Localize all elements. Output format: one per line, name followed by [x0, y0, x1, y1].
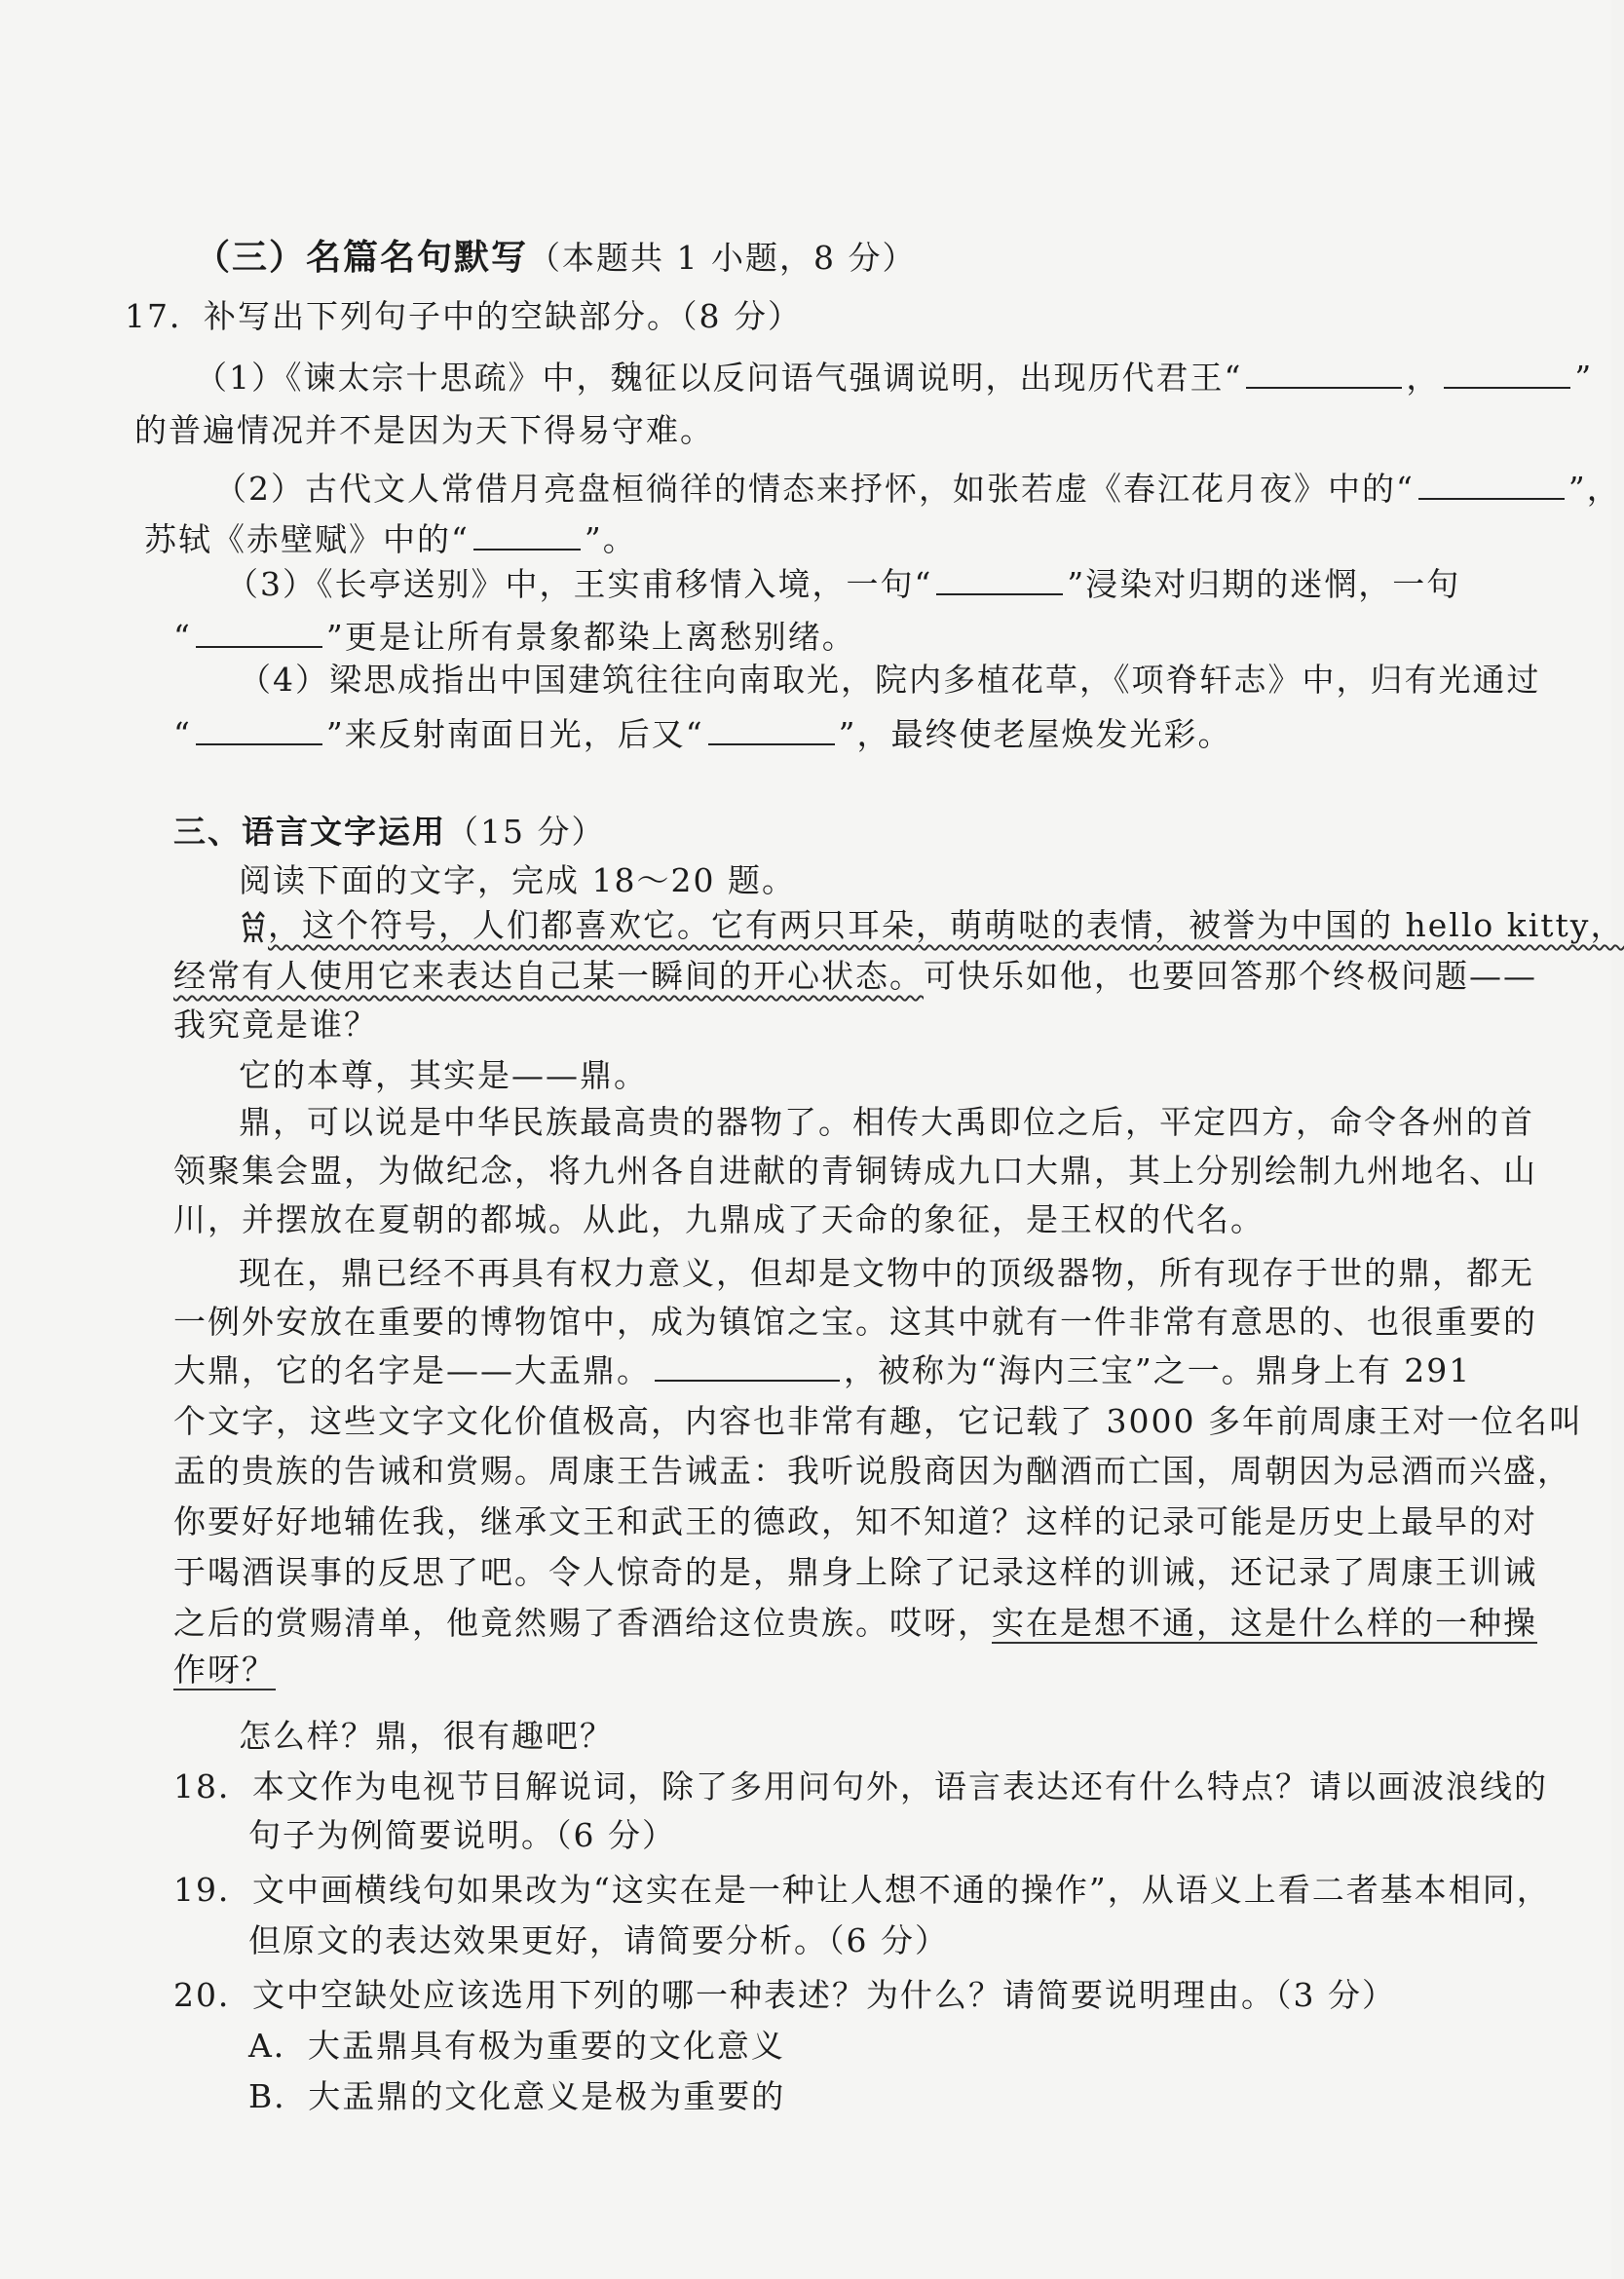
- passage-wavy-sentence-1: ，这个符号，人们都喜欢它。它有两只耳朵，萌萌哒的表情，被誉为中国的 hello kitty，: [268, 906, 1624, 944]
- passage-p1-line2: [173, 955, 1537, 998]
- q18-line1: 18．本文作为电视节目解说词，除了多用问句外，语言表达还有什么特点？请以画波浪线的: [173, 1767, 1548, 1805]
- q17-item4-blank2[interactable]: [708, 714, 835, 745]
- q17-item2-line2: [144, 518, 637, 561]
- passage-p5: 怎么样？鼎，很有趣吧？: [239, 1717, 614, 1755]
- q17-item3-text3: ”更是让所有景象都染上离愁别绪。: [325, 618, 856, 656]
- section3-heading: [173, 811, 605, 854]
- passage-p1-rest: 可快乐如他，也要回答那个终极问题——: [924, 957, 1537, 995]
- passage-p4-line8: [173, 1602, 1537, 1645]
- passage-p3-line2: 领聚集会盟，为做纪念，将九州各自进献的青铜铸成九口大鼎，其上分别绘制九州地名、山: [173, 1152, 1537, 1190]
- q19-line2: 但原文的表达效果更好，请简要分析。（6 分）: [248, 1921, 949, 1959]
- q17-item1-blank1[interactable]: [1246, 358, 1402, 389]
- passage-p2: 它的本尊，其实是——鼎。: [239, 1056, 648, 1094]
- q17-item2-blank2[interactable]: [473, 519, 581, 551]
- q17-item1-line1: [195, 357, 1593, 399]
- passage-p4-line2: 一例外安放在重要的博物馆中，成为镇馆之宝。这其中就有一件非常有意思的、也很重要的: [173, 1303, 1537, 1341]
- section-sub-points: （本题共 1 小题，8 分）: [528, 239, 917, 277]
- passage-p4-text3b: ，被称为“海内三宝”之一。鼎身上有 291: [844, 1351, 1472, 1389]
- q17-item2-close: ”，: [1567, 470, 1621, 508]
- passage-p4-line7: 于喝酒误事的反思了吧。令人惊奇的是，鼎身上除了记录这样的训诫，还记录了周康王训诫: [173, 1553, 1537, 1591]
- passage-p3-line1: 鼎，可以说是中华民族最高贵的器物了。相传大禹即位之后，平定四方，命令各州的首: [239, 1103, 1534, 1141]
- ding-glyph-icon: [239, 911, 268, 944]
- passage-p4-line1: 现在，鼎已经不再具有权力意义，但却是文物中的顶级器物，所有现存于世的鼎，都无: [239, 1254, 1534, 1292]
- q17-item2-text2: 苏轼《赤壁赋》中的“: [144, 520, 470, 558]
- section-sub-heading: [195, 236, 916, 280]
- q17-item4-open: “: [173, 715, 192, 753]
- q20-stem: 20．文中空缺处应该选用下列的哪一种表述？为什么？请简要说明理由。（3 分）: [173, 1976, 1396, 2014]
- q17-item3-open: “: [173, 618, 192, 656]
- q17-item3-blank2[interactable]: [196, 617, 322, 648]
- passage-p4-text3a: 大鼎，它的名字是——大盂鼎。: [173, 1351, 651, 1389]
- q17-item3-blank1[interactable]: [936, 564, 1063, 595]
- section-sub-title: （三）名篇名句默写: [195, 237, 529, 278]
- q17-item3-line1: [226, 563, 1460, 606]
- section3-intro: 阅读下面的文字，完成 18～20 题。: [239, 861, 796, 899]
- passage-p4-line6: 你要好好地辅佐我，继承文王和武王的德政，知不知道？这样的记录可能是历史上最早的对: [173, 1502, 1537, 1540]
- q17-item3-text2: ”浸染对归期的迷惘，一句: [1067, 565, 1461, 603]
- q20-option-a: A．大盂鼎具有极为重要的文化意义: [248, 2027, 785, 2065]
- section3-points: （15 分）: [446, 813, 606, 851]
- q17-item3-line2: [173, 616, 856, 659]
- passage-p3-line3: 川，并摆放在夏朝的都城。从此，九鼎成了天命的象征，是王权的代名。: [173, 1200, 1265, 1238]
- passage-gap-blank[interactable]: [655, 1350, 840, 1382]
- passage-p4-line9: [173, 1649, 276, 1691]
- q17-item1-line2: 的普遍情况并不是因为天下得易守难。: [134, 411, 714, 449]
- q17-item3-text: （3）《长亭送别》中，王实甫移情入境，一句“: [226, 565, 933, 603]
- q17-item2-line1: [214, 468, 1621, 511]
- q17-item4-text2: ”来反射南面日光，后又“: [325, 715, 704, 753]
- section3-title: 三、语言文字运用: [173, 813, 446, 851]
- q18-line2: 句子为例简要说明。（6 分）: [248, 1816, 676, 1854]
- q17-item4-line2: [173, 713, 1232, 756]
- q20-option-b: B．大盂鼎的文化意义是极为重要的: [248, 2077, 786, 2115]
- passage-underlined-sentence-2: 作呀？: [173, 1651, 276, 1689]
- q17-item1-close: ”: [1574, 359, 1594, 397]
- passage-p4-line4: 个文字，这些文字文化价值极高，内容也非常有趣，它记载了 3000 多年前周康王对一位名叫: [173, 1402, 1583, 1440]
- q17-item4-line1: （4）梁思成指出中国建筑往往向南取光，院内多植花草，《项脊轩志》中，归有光通过: [239, 661, 1541, 699]
- q17-item4-blank1[interactable]: [196, 714, 322, 745]
- q17-stem: 17．补写出下列句子中的空缺部分。（8 分）: [125, 297, 802, 335]
- passage-wavy-sentence-2: 经常有人使用它来表达自己某一瞬间的开心状态。: [173, 957, 924, 995]
- passage-p4-line3: [173, 1349, 1471, 1392]
- q17-item1-text: （1）《谏太宗十思疏》中，魏征以反问语气强调说明，出现历代君王“: [195, 359, 1243, 397]
- q17-item4-end: ”，最终使老屋焕发光彩。: [838, 715, 1232, 753]
- q17-item1-comma: ，: [1406, 359, 1441, 397]
- passage-underlined-sentence-1: 实在是想不通，这是什么样的一种操: [992, 1604, 1537, 1642]
- passage-p4-text8a: 之后的赏赐清单，他竟然赐了香酒给这位贵族。哎呀，: [173, 1604, 992, 1642]
- q17-item2-end: ”。: [584, 520, 637, 558]
- passage-p1-line3: 我究竟是谁？: [173, 1006, 378, 1044]
- q17-item2-text: （2）古代文人常借月亮盘桓徜徉的情态来抒怀，如张若虚《春江花月夜》中的“: [214, 470, 1415, 508]
- q19-line1: 19．文中画横线句如果改为“这实在是一种让人想不通的操作”，从语义上看二者基本相同，: [173, 1871, 1551, 1909]
- q17-item2-blank1[interactable]: [1418, 469, 1565, 500]
- q17-item1-blank2[interactable]: [1444, 358, 1570, 389]
- passage-p1-line1: [239, 904, 1624, 947]
- passage-p4-line5: 盂的贵族的告诫和赏赐。周康王告诫盂：我听说殷商因为酗酒而亡国，周朝因为忌酒而兴盛，: [173, 1452, 1571, 1490]
